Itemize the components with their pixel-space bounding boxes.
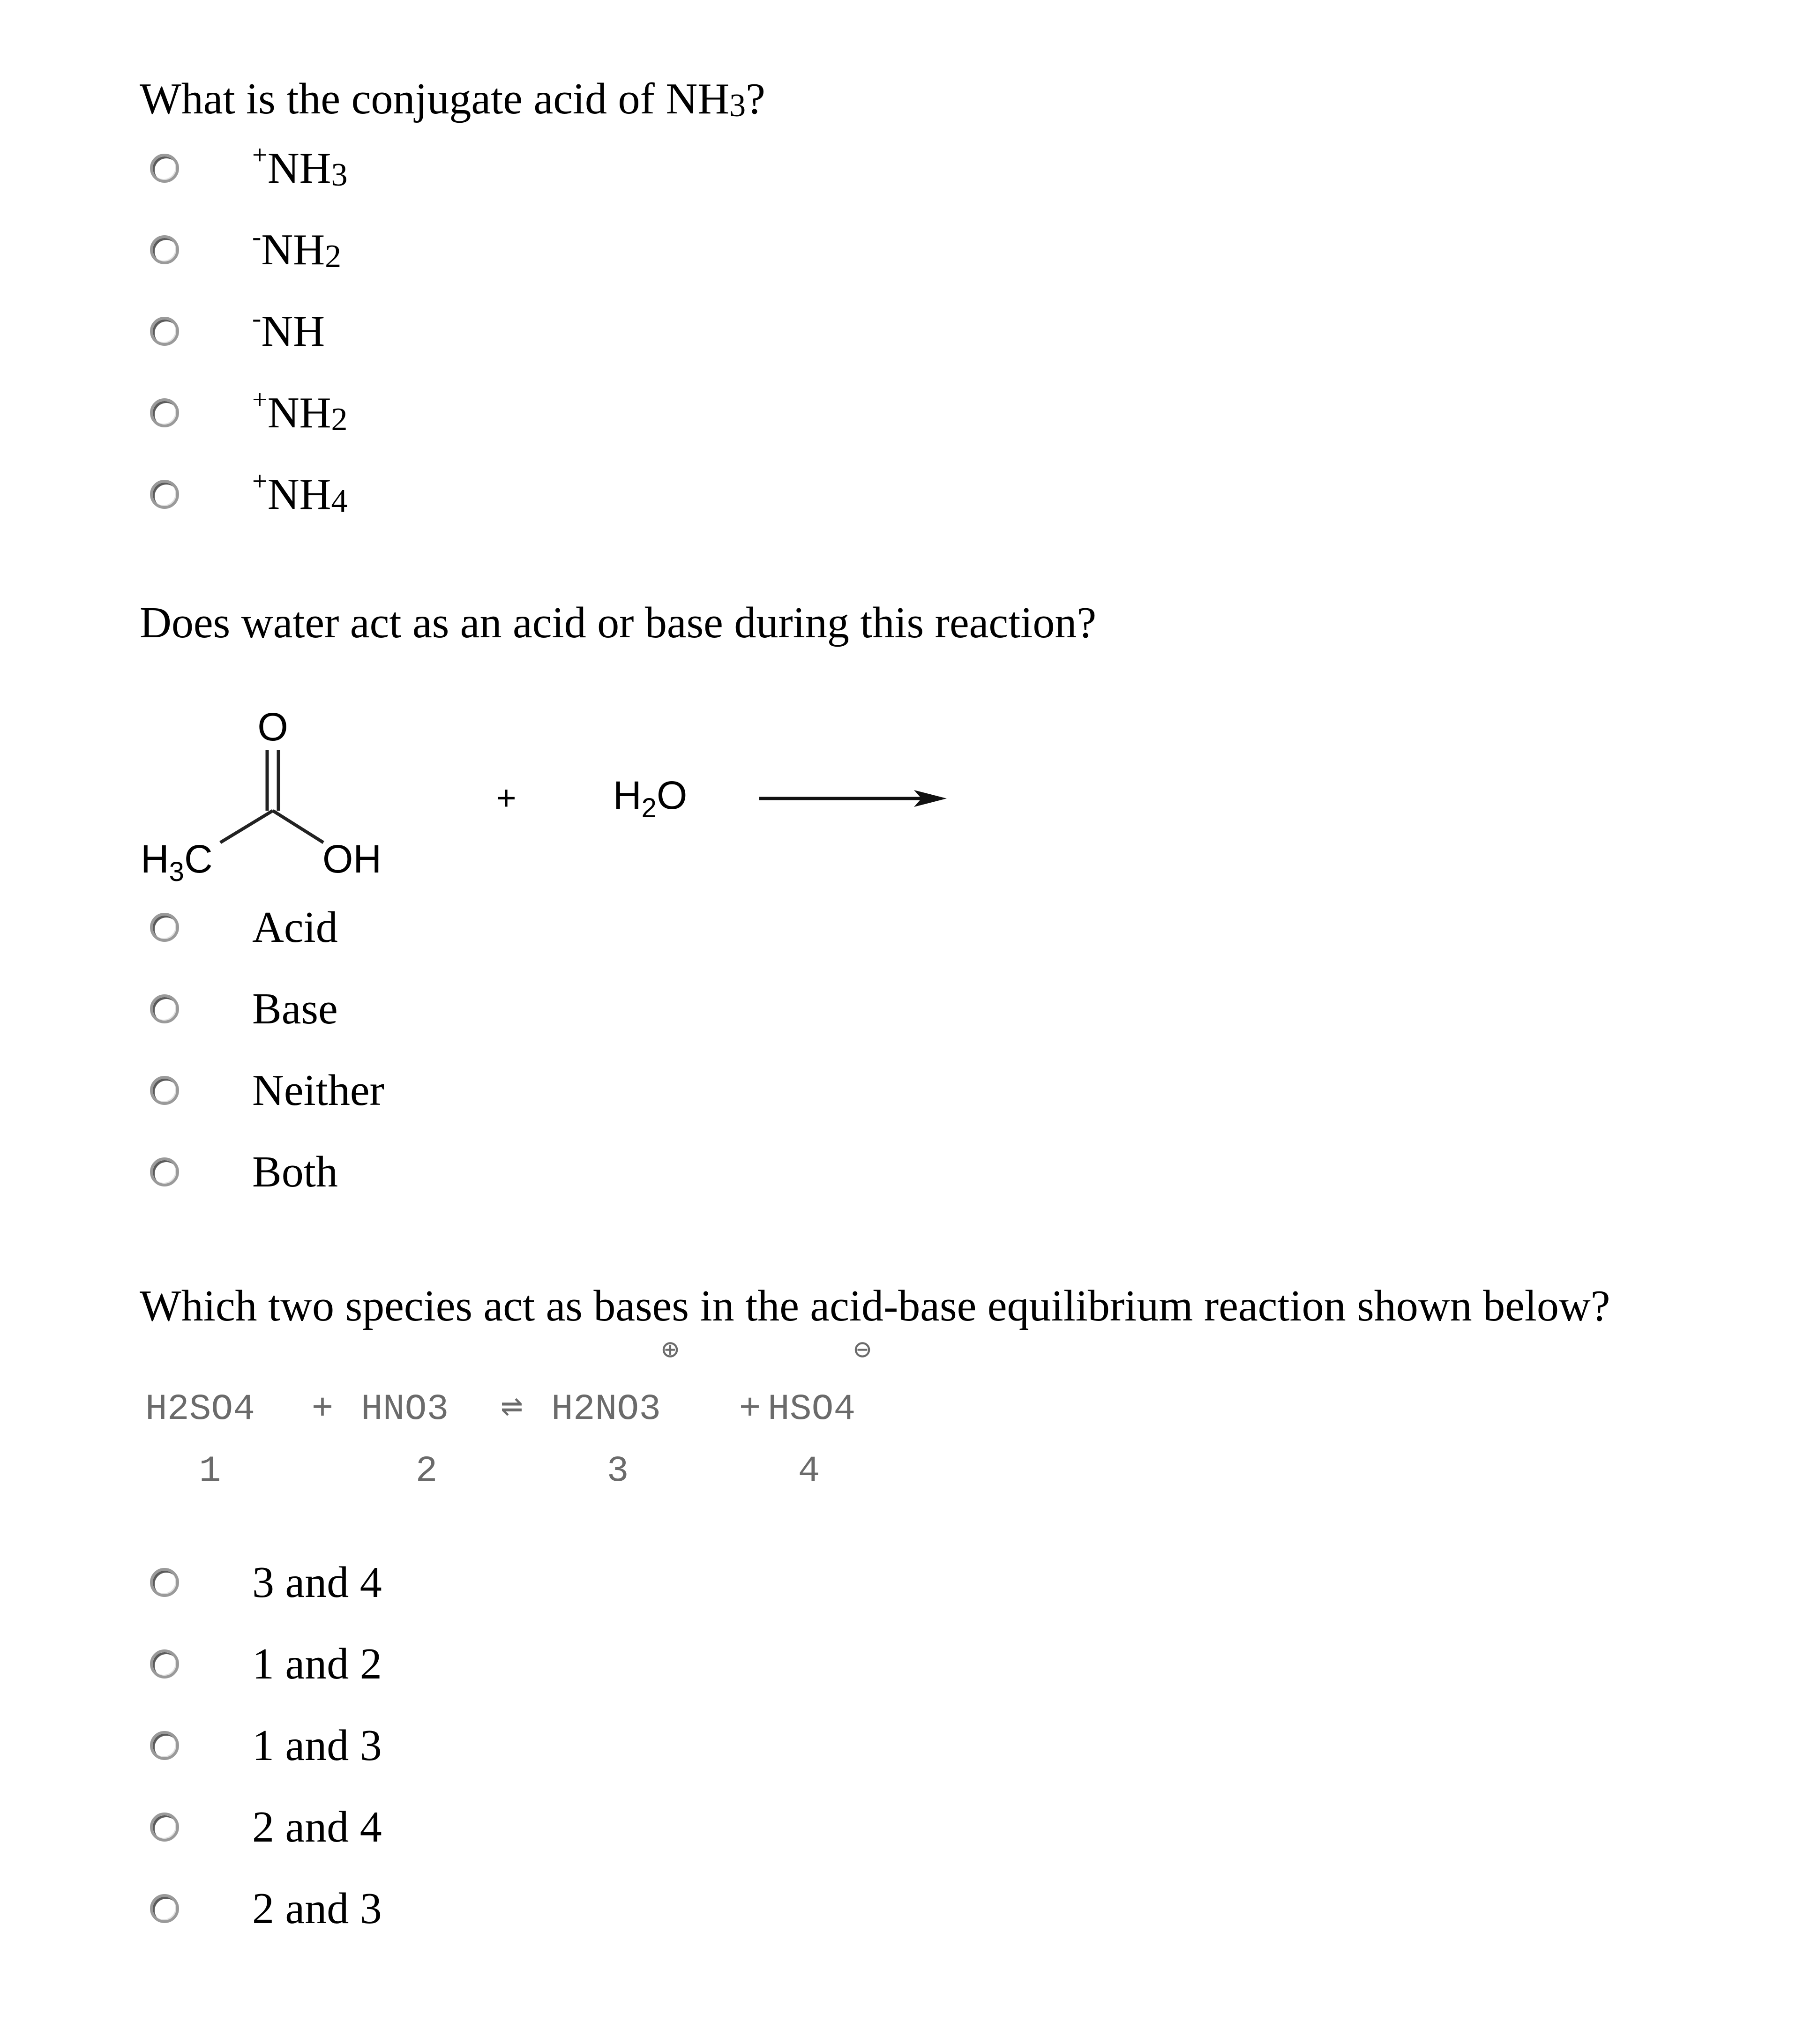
water-label: $H_2O$	[613, 773, 688, 823]
plus-sign: +	[496, 778, 516, 817]
methyl-group-label: $H_3C$	[141, 837, 213, 887]
radio-button[interactable]	[150, 398, 179, 427]
option-label: +NH2	[252, 384, 348, 438]
option-label: 2 and 3	[252, 1884, 382, 1933]
bond-to-methyl	[220, 811, 273, 843]
option-label: Both	[252, 1148, 338, 1196]
option-label: -NH	[252, 303, 325, 356]
equilibrium-arrow: ⇌	[501, 1387, 523, 1428]
radio-button[interactable]	[150, 317, 179, 346]
q1-option-5[interactable]	[150, 466, 712, 520]
question-1-prompt: What is the conjugate acid of NH3?	[140, 75, 765, 124]
q2-option-both[interactable]	[150, 1146, 712, 1198]
species-3-label: 3	[606, 1451, 629, 1492]
option-label: 1 and 3	[252, 1721, 382, 1770]
option-label: Neither	[252, 1066, 384, 1115]
radio-button[interactable]	[150, 1894, 179, 1923]
q3-option-1[interactable]	[150, 1557, 712, 1608]
bond-to-hydroxyl	[273, 811, 323, 843]
species-1-formula: H2SO4	[145, 1389, 255, 1430]
radio-button[interactable]	[150, 1157, 179, 1186]
option-label: 1 and 2	[252, 1640, 382, 1688]
q1-option-2[interactable]	[150, 221, 712, 276]
negative-charge-symbol: ⊖	[853, 1335, 871, 1368]
option-label: -NH2	[252, 221, 342, 275]
plus-sign-2: +	[739, 1389, 761, 1430]
species-4-formula: HSO4	[768, 1389, 856, 1430]
species-1-label: 1	[199, 1451, 221, 1492]
radio-button[interactable]	[150, 480, 179, 509]
q1-option-1[interactable]	[150, 142, 712, 194]
option-label: Base	[252, 985, 338, 1033]
acetic-acid-water-reaction-diagram	[136, 703, 980, 900]
hydroxyl-group-label: OH	[322, 837, 382, 881]
plus-sign-1: +	[311, 1389, 334, 1430]
option-label: +NH4	[252, 466, 348, 519]
species-2-label: 2	[415, 1451, 438, 1492]
species-4-label: 4	[798, 1451, 820, 1492]
positive-charge-symbol: ⊕	[661, 1335, 679, 1368]
q3-option-3[interactable]	[150, 1720, 712, 1771]
q2-option-base[interactable]	[150, 983, 712, 1035]
question-2-prompt: Does water act as an acid or base during this reaction?	[140, 598, 1097, 647]
q3-option-4[interactable]	[150, 1801, 712, 1853]
q3-option-5[interactable]	[150, 1883, 712, 1934]
option-label: 3 and 4	[252, 1558, 382, 1607]
carbonyl-oxygen-label: O	[257, 705, 288, 749]
radio-button[interactable]	[150, 1568, 179, 1597]
radio-button[interactable]	[150, 994, 179, 1023]
radio-button[interactable]	[150, 154, 179, 183]
radio-button[interactable]	[150, 1076, 179, 1105]
radio-button[interactable]	[150, 1813, 179, 1842]
question-3-prompt: Which two species act as bases in the acid-base equilibrium reaction shown below?	[140, 1282, 1610, 1330]
q1-option-3[interactable]	[150, 303, 712, 357]
radio-button[interactable]	[150, 913, 179, 942]
equilibrium-equation-diagram	[141, 1331, 937, 1499]
radio-button[interactable]	[150, 235, 179, 264]
option-label: Acid	[252, 903, 338, 952]
species-2-formula: HNO3	[361, 1389, 449, 1430]
q2-option-acid[interactable]	[150, 902, 712, 953]
option-label: +NH3	[252, 140, 348, 193]
q3-option-2[interactable]	[150, 1638, 712, 1690]
option-label: 2 and 4	[252, 1803, 382, 1851]
radio-button[interactable]	[150, 1649, 179, 1678]
species-3-formula: H2NO3	[551, 1389, 661, 1430]
radio-button[interactable]	[150, 1731, 179, 1760]
q2-option-neither[interactable]	[150, 1065, 712, 1116]
q1-option-4[interactable]	[150, 384, 712, 439]
